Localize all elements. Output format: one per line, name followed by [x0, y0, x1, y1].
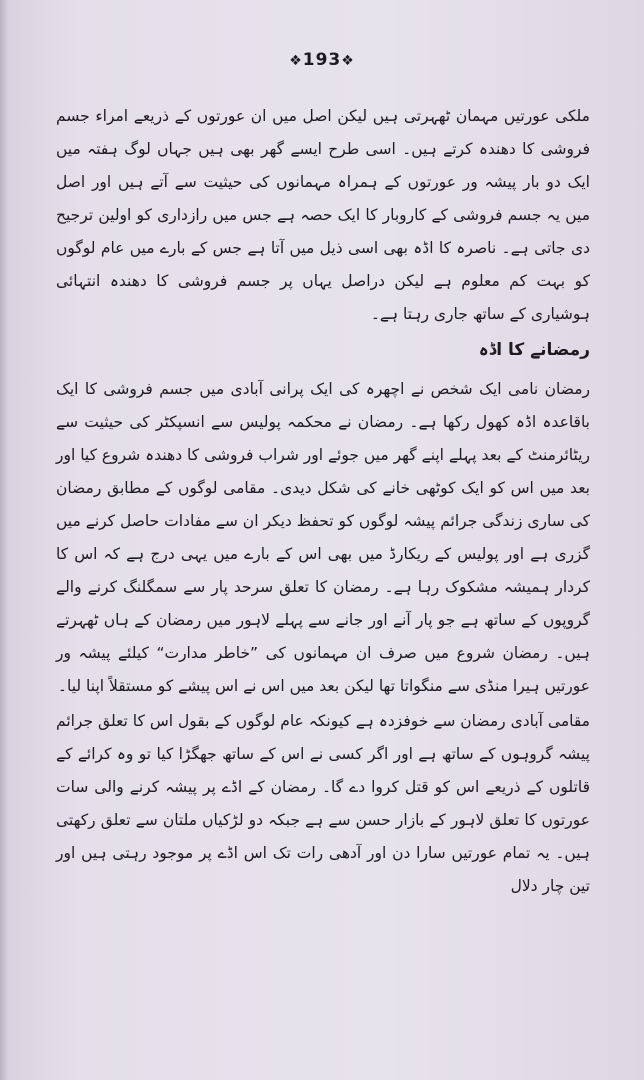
paragraph: مقامی آبادی رمضان سے خوفزدہ ہے کیونکہ عام لوگوں کے بقول اس کا تعلق جرائم پیشہ گروہوں کے ساتھ ہے اور اگر کسی نے اس کے ساتھ جھگڑا کیا تو وہ کرائے کے قاتلوں کے ذریعے اس کو قتل کروا دے گا۔ رمضان کے اڈے پر پیشہ کرنے والی سات عورتوں کا تعلق لاہور کے بازار حسن سے ہے جبکہ دو لڑکیاں ملتان سے تعلق رکھتی ہیں۔ یہ تمام عورتیں سارا دن اور آدھی رات تک اس اڈے پر موجود رہتی ہیں اور تین چار دلال: [56, 712, 590, 895]
page-header: [0, 50, 644, 70]
page-spine-shadow: [0, 0, 8, 1080]
ornament-left-icon: ❖: [289, 53, 303, 69]
page-body: [56, 100, 590, 905]
section-heading: رمضانے کا اڈہ: [478, 340, 590, 360]
paragraph: رمضان نامی ایک شخص نے اچھرہ کی ایک پرانی آبادی میں جسم فروشی کا ایک باقاعدہ اڈہ کھول رکھا ہے۔ رمضان نے محکمہ پولیس سے انسپکٹر کی حیثیت سے ریٹائرمنٹ کے بعد پہلے اپنے گھر میں جوئے اور شراب فروشی کا دھندہ شروع کیا اور بعد میں اس کو ایک کوٹھی خانے کی شکل دیدی۔ مقامی لوگوں کے مطابق رمضان کی ساری زندگی جرائم پیشہ لوگوں کو تحفظ دیکر ان سے مفادات حاصل کرنے میں گزری ہے اور پولیس کے ریکارڈ میں بھی اس کے بارے میں یہی درج ہے کہ اس کا کردار ہمیشہ مشکوک رہا ہے۔ رمضان کا تعلق سرحد پار سے سمگلنگ کرنے والے گروپوں کے ساتھ ہے جو پار آنے اور جانے سے پہلے لاہور میں رمضان کے ہاں ٹھہرتے ہیں۔ رمضان شروع میں صرف ان مہمانوں کی ”خاطر مدارت“ کیلئے پیشہ ور عورتیں ہیرا منڈی سے منگواتا تھا لیکن بعد میں اس نے اس پیشے کو مستقلاً اپنا لیا۔: [56, 380, 590, 695]
page-number: 193: [302, 50, 342, 70]
paragraph: ملکی عورتیں مہمان ٹھہرتی ہیں لیکن اصل میں ان عورتوں کے ذریعے امراء جسم فروشی کا دھندہ کرتے ہیں۔ اسی طرح ایسے گھر بھی ہیں جہاں لوگ ہفتہ میں ایک دو بار پیشہ ور عورتوں کے ہمراہ مہمانوں کی حیثیت سے آتے ہیں اور اصل میں یہ جسم فروشی کے کاروبار کا ایک حصہ ہے جس میں رازداری کو اولین ترجیح دی جاتی ہے۔ ناصرہ کا اڈہ بھی اسی ذیل میں آتا ہے جس کے بارے میں عام لوگوں کو بہت کم معلوم ہے لیکن دراصل یہاں پر جسم فروشی کا دھندہ انتہائی ہوشیاری کے ساتھ جاری رہتا ہے۔: [56, 107, 590, 323]
ornament-right-icon: ❖: [341, 53, 355, 69]
